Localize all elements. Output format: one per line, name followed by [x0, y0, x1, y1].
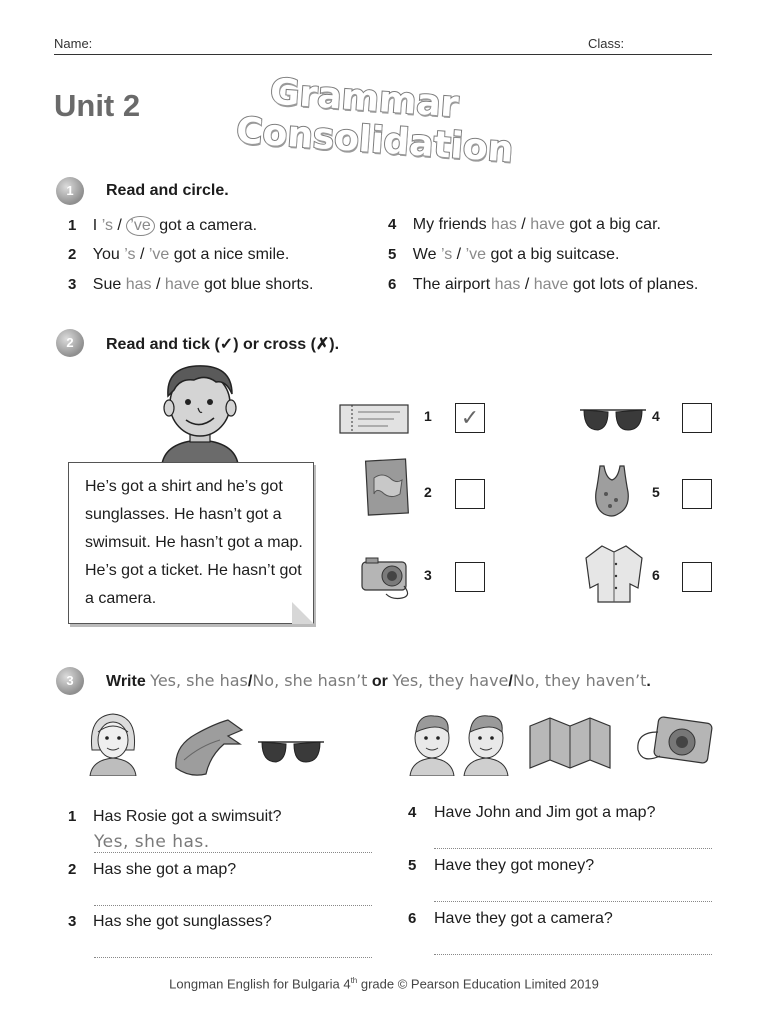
s1-item-4: 4 My friends has / have got a big car.: [388, 216, 661, 233]
s3-q5-text: Have they got money?: [434, 857, 595, 874]
s2-item-2-checkbox[interactable]: [455, 479, 485, 509]
s1-item-3-option-a[interactable]: has: [125, 276, 152, 293]
sunglasses-picture: [578, 404, 648, 436]
page-curl: [292, 602, 314, 624]
section-2-title: Read and tick (✓) or cross (✗).: [106, 336, 340, 353]
s2-item-3-checkbox[interactable]: [455, 562, 485, 592]
s3-q1-number: 1: [68, 808, 77, 825]
s1-item-4-option-a[interactable]: has: [491, 216, 517, 233]
s3-q4-answer-line[interactable]: [434, 848, 712, 849]
s1-item-4-option-b[interactable]: have: [530, 216, 565, 233]
shirt-picture: [582, 542, 646, 606]
s1-item-5: 5 We ’s / ’ve got a big suitcase.: [388, 246, 620, 263]
s2-item-6-checkbox[interactable]: [682, 562, 712, 592]
s2-item-1-number: 1: [424, 408, 432, 424]
s3-q1-text: Has Rosie got a swimsuit?: [93, 808, 282, 825]
s3-q2-number: 2: [68, 861, 77, 878]
s3-q4-number: 4: [408, 804, 417, 821]
section-1-title: Read and circle.: [106, 182, 229, 199]
s3-q3-number: 3: [68, 913, 77, 930]
s2-item-6-number: 6: [652, 567, 660, 583]
banner-line-2: Consolidation: [234, 110, 515, 171]
s1-item-6-option-a[interactable]: has: [494, 276, 521, 293]
s3-q3-answer-line[interactable]: [94, 957, 372, 958]
name-label: Name:: [54, 36, 93, 51]
section-3-badge: 3: [56, 667, 84, 695]
ticket-picture: [338, 402, 412, 436]
banner-line-1: Grammar: [268, 71, 460, 126]
s2-item-5-checkbox[interactable]: [682, 479, 712, 509]
s3-q6-answer-line[interactable]: [434, 954, 712, 955]
camera-picture: [358, 554, 414, 600]
s2-item-1-checkbox[interactable]: [455, 403, 485, 433]
unit-title: Unit 2: [54, 88, 141, 123]
class-label: Class:: [588, 36, 625, 51]
s3-q2-text: Has she got a map?: [93, 861, 237, 878]
john-and-jim-picture: [408, 710, 518, 776]
map-picture: [364, 458, 412, 518]
s3-q5-number: 5: [408, 857, 417, 874]
s1-item-3-option-b[interactable]: have: [164, 276, 200, 293]
boy-illustration: [140, 360, 260, 464]
sunglasses-picture-2: [256, 736, 326, 768]
s1-item-1: 1 I ’s / ’ve got a camera.: [68, 217, 258, 234]
header-rule: [54, 54, 712, 55]
s2-item-4-checkbox[interactable]: [682, 403, 712, 433]
s1-item-2-option-a[interactable]: ’s: [124, 246, 136, 263]
s1-item-3: 3 Sue has / have got blue shorts.: [68, 276, 314, 293]
s3-q6-text: Have they got a camera?: [434, 910, 613, 927]
s2-item-5-number: 5: [652, 484, 660, 500]
s1-item-6-option-b[interactable]: have: [533, 276, 569, 293]
s1-item-2: 2 You ’s / ’ve got a nice smile.: [68, 246, 290, 263]
s2-item-2-number: 2: [424, 484, 432, 500]
rosie-picture: [84, 710, 142, 776]
description-note: [68, 462, 314, 624]
s3-q5-answer-line[interactable]: [434, 901, 712, 902]
section-2-badge: 2: [56, 329, 84, 357]
s3-q6-number: 6: [408, 910, 417, 927]
section-3-title: Write Yes, she has/No, she hasn’t or Yes, they have/No, they haven’t.: [106, 671, 651, 690]
camera-picture-2: [630, 712, 714, 774]
footer-copyright: Longman English for Bulgaria 4th grade © Pearson Education Limited 2019: [169, 976, 599, 992]
s3-q1-answer-line[interactable]: [94, 852, 372, 853]
s3-q1-answer: Yes, she has.: [94, 832, 210, 852]
s3-q3-text: Has she got sunglasses?: [93, 913, 272, 930]
s2-item-3-number: 3: [424, 567, 432, 583]
s2-item-4-number: 4: [652, 408, 660, 424]
s3-q4-text: Have John and Jim got a map?: [434, 804, 656, 821]
s1-item-5-option-a[interactable]: ’s: [440, 246, 453, 263]
description-text: He’s got a shirt and he’s got sunglasses. He hasn’t got a swimsuit. He hasn’t got a map. He’s got a ticket. He hasn’t got a camera.: [85, 478, 303, 607]
s1-item-1-option-b-circled[interactable]: ’ve: [126, 216, 154, 236]
swimsuit-picture: [588, 462, 636, 522]
swimsuit-picture-2: [170, 716, 246, 780]
s3-q2-answer-line[interactable]: [94, 905, 372, 906]
s1-item-1-option-a[interactable]: ’s: [101, 217, 113, 234]
tick-mark: ✓: [460, 405, 480, 430]
s1-item-5-option-b[interactable]: ’ve: [465, 246, 487, 263]
s1-item-2-option-b[interactable]: ’ve: [148, 246, 170, 263]
s1-item-6: 6 The airport has / have got lots of planes.: [388, 276, 699, 293]
map-picture-2: [526, 712, 614, 774]
section-1-badge: 1: [56, 177, 84, 205]
